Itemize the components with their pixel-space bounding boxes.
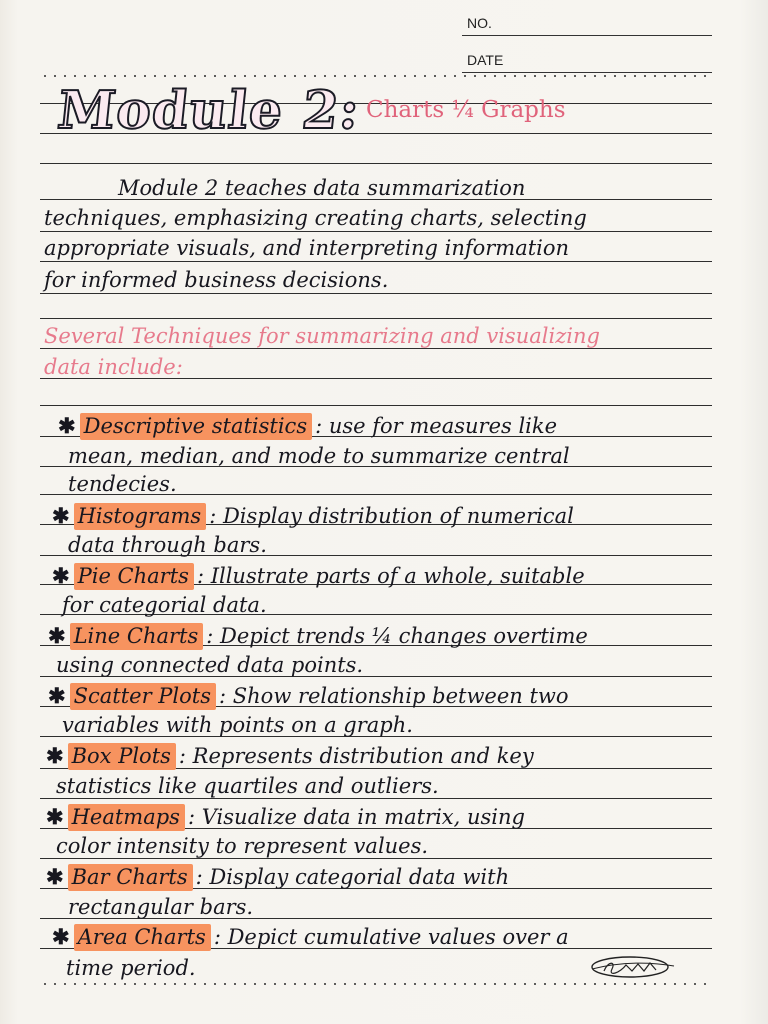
asterisk-bullet-icon: ✱ [46,864,64,889]
asterisk-bullet-icon: ✱ [52,563,70,588]
technique-name: Box Plots [68,743,176,770]
technique-description: : Display distribution of numerical [209,504,574,528]
technique-name: Area Charts [74,924,211,951]
technique-item [52,505,574,527]
asterisk-bullet-icon: ✱ [48,623,66,648]
no-label: NO. [467,15,492,31]
asterisk-bullet-icon: ✱ [58,413,76,438]
technique-name: Bar Charts [68,864,193,891]
technique-item [46,866,509,888]
technique-continuation: statistics like quartiles and outliers. [56,774,439,798]
technique-name: Pie Charts [74,563,194,590]
module-subtitle: Charts ¼ Graphs [366,97,566,123]
technique-continuation: variables with points on a graph. [62,713,413,737]
asterisk-bullet-icon: ✱ [46,804,64,829]
technique-continuation: tendecies. [68,472,177,496]
technique-description: : Illustrate parts of a whole, suitable [196,564,585,588]
technique-continuation: data through bars. [68,533,267,557]
signature-logo [586,953,678,981]
technique-description: : Show relationship between two [219,684,569,708]
technique-description: : Depict cumulative values over a [213,925,569,949]
technique-item [48,685,569,707]
asterisk-bullet-icon: ✱ [52,924,70,949]
technique-description: : Represents distribution and key [178,744,534,768]
technique-continuation: mean, median, and mode to summarize central [68,444,570,468]
technique-name: Scatter Plots [70,683,216,710]
intro-line: appropriate visuals, and interpreting information [44,236,570,260]
technique-item [58,415,557,437]
intro-line: for informed business decisions. [44,268,389,292]
intro-line: Module 2 teaches data summarization [118,176,526,200]
technique-continuation: color intensity to represent values. [56,834,429,858]
date-label: DATE [467,52,504,68]
technique-item [52,926,569,948]
no-line [462,35,712,36]
header-dotted-line [40,75,712,77]
technique-item [52,565,585,587]
technique-description: : Display categorial data with [195,865,510,889]
technique-description: : Visualize data in matrix, using [187,805,525,829]
technique-continuation: time period. [66,956,196,980]
module-title: Module 2: [54,80,363,141]
technique-continuation: for categorial data. [62,593,267,617]
technique-item [46,806,525,828]
section-heading-line: data include: [44,355,183,379]
technique-continuation: using connected data points. [56,653,364,677]
technique-name: Line Charts [70,623,204,650]
technique-description: : Depict trends ¼ changes overtime [206,624,588,648]
technique-name: Heatmaps [68,804,185,831]
section-heading-line: Several Techniques for summarizing and visualizing [44,324,600,348]
technique-name: Descriptive statistics [80,413,312,440]
technique-name: Histograms [74,503,207,530]
technique-continuation: rectangular bars. [68,895,254,919]
intro-line: techniques, emphasizing creating charts, selecting [44,206,587,230]
technique-item [46,745,534,767]
bleed-through-text [590,168,700,278]
asterisk-bullet-icon: ✱ [48,683,66,708]
technique-description: : use for measures like [315,414,558,438]
technique-item [48,625,588,647]
asterisk-bullet-icon: ✱ [52,503,70,528]
date-line [462,72,712,73]
asterisk-bullet-icon: ✱ [46,743,64,768]
